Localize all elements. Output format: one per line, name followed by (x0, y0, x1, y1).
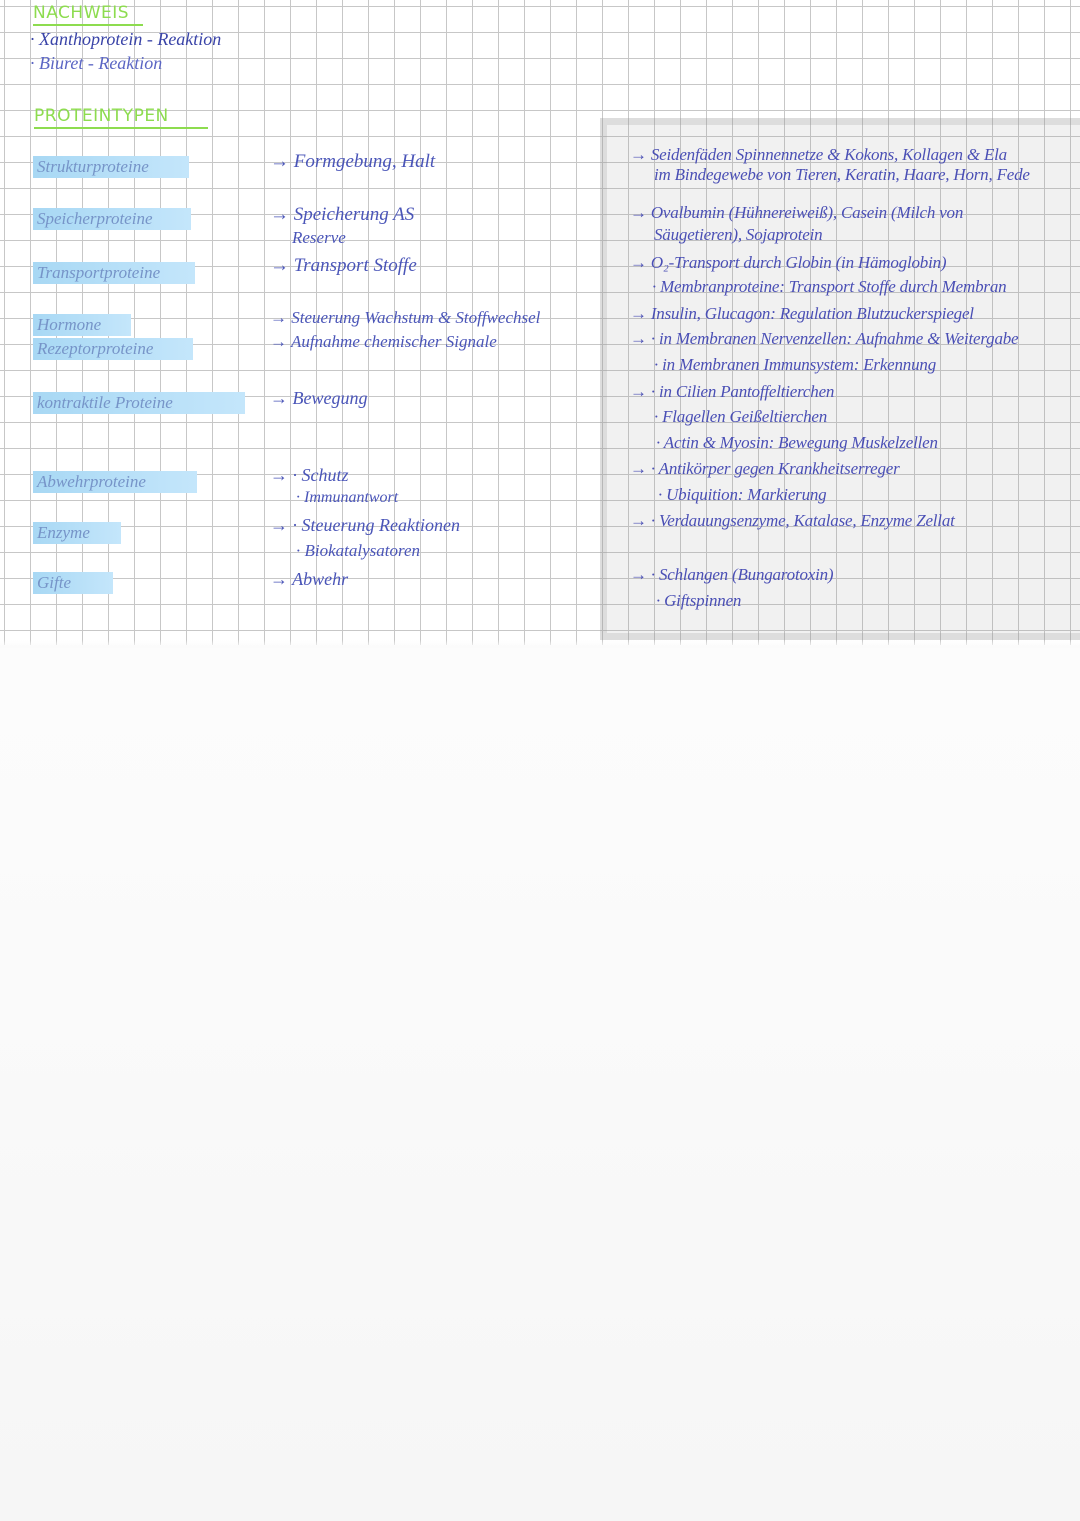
example-text: → O₂-Transport durch Globin (in Hämoglobin) (630, 253, 947, 272)
function-text: → Speicherung AS (270, 204, 415, 225)
example-text: → · Verdauungsenzyme, Katalase, Enzyme Zellat (630, 511, 955, 530)
example-text: → Seidenfäden Spinnennetze & Kokons, Kollagen & Ela (630, 145, 1007, 164)
nachweis-item: · Xanthoprotein - Reaktion (30, 29, 222, 49)
category-label: kontraktile Proteine (33, 392, 245, 414)
category-label: Transportproteine (33, 262, 195, 284)
example-text: · Actin & Myosin: Bewegung Muskelzellen (656, 433, 938, 452)
example-text: im Bindegewebe von Tieren, Keratin, Haare, Horn, Fede (654, 165, 1030, 184)
function-text: → Formgebung, Halt (270, 151, 436, 172)
example-text: → · in Cilien Pantoffeltierchen (630, 382, 835, 401)
nachweis-title: NACHWEIS (33, 3, 130, 23)
category-label: Hormone (33, 314, 131, 336)
example-text: · Membranproteine: Transport Stoffe durch Membran (652, 277, 1007, 296)
examples-panel (600, 118, 1080, 640)
function-text: · Immunantwort (296, 489, 399, 506)
function-text: → Bewegung (270, 388, 368, 408)
function-text: → Steuerung Wachstum & Stoffwechsel (270, 308, 541, 327)
category-label: Enzyme (33, 522, 121, 544)
proteintypen-underline (34, 127, 208, 129)
example-text: → · Antikörper gegen Krankheitserreger (630, 459, 900, 478)
example-text: Säugetieren), Sojaprotein (654, 225, 823, 244)
grid-edge (0, 640, 1080, 648)
nachweis-underline (33, 24, 143, 26)
function-text: → · Steuerung Reaktionen (270, 515, 460, 535)
nachweis-item: · Biuret - Reaktion (30, 53, 163, 73)
function-text: → · Schutz (270, 465, 349, 485)
category-label: Gifte (33, 572, 113, 594)
example-text: → Ovalbumin (Hühnereiweiß), Casein (Milch von (630, 203, 964, 222)
example-text: → Insulin, Glucagon: Regulation Blutzuckerspiegel (630, 304, 974, 323)
function-text: → Abwehr (270, 569, 349, 589)
example-text: → · in Membranen Nervenzellen: Aufnahme & Weitergabe (630, 329, 1019, 348)
proteintypen-title: PROTEINTYPEN (34, 106, 169, 126)
example-text: · in Membranen Immunsystem: Erkennung (654, 355, 937, 374)
category-label: Abwehrproteine (33, 471, 197, 493)
function-text: → Transport Stoffe (270, 255, 417, 276)
category-label: Strukturproteine (33, 156, 189, 178)
function-text: · Biokatalysatoren (296, 541, 421, 560)
function-text: → Aufnahme chemischer Signale (270, 332, 497, 351)
example-text: · Flagellen Geißeltierchen (654, 407, 828, 426)
example-text: · Giftspinnen (656, 591, 742, 610)
example-text: → · Schlangen (Bungarotoxin) (630, 565, 834, 584)
function-text: Reserve (292, 228, 346, 247)
example-text: · Ubiquition: Markierung (658, 485, 827, 504)
category-label: Rezeptorproteine (33, 338, 193, 360)
category-label: Speicherproteine (33, 208, 191, 230)
